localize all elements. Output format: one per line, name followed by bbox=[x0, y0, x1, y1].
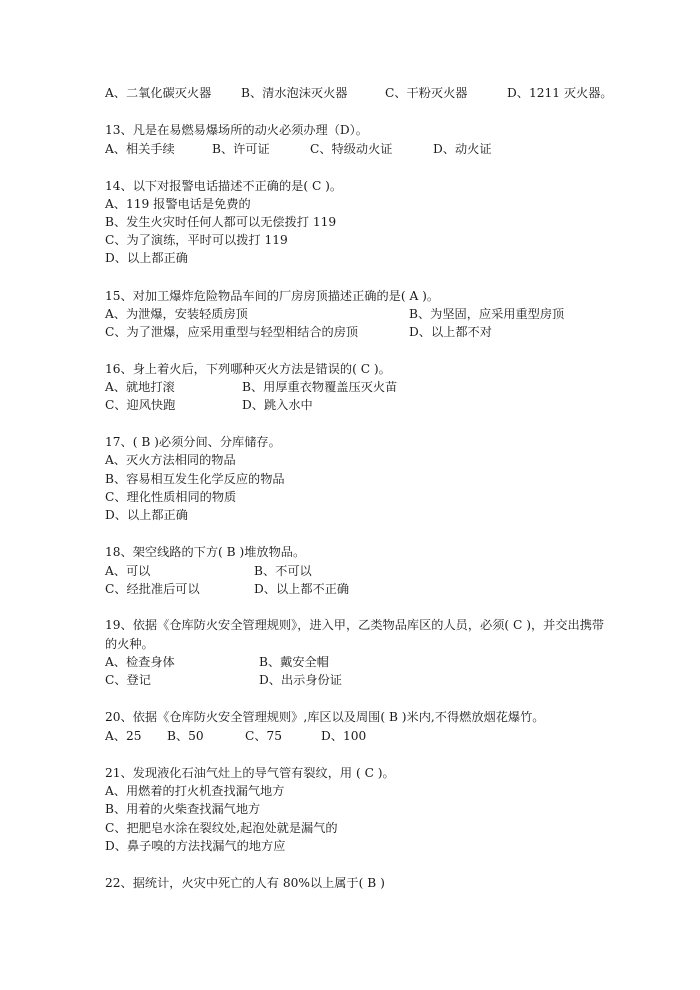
option-b: B、为坚固，应采用重型房顶 bbox=[409, 307, 565, 321]
option-b: B、用厚重衣物覆盖压灭火苗 bbox=[242, 380, 398, 394]
question-stem: 16、身上着火后，下列哪种灭火方法是错误的( C )。 bbox=[105, 362, 391, 376]
option-d: D、以上都不对 bbox=[409, 325, 492, 339]
option-a: A、相关手续 bbox=[105, 142, 175, 156]
option-b: B、用着的火柴查找漏气地方 bbox=[105, 802, 261, 816]
option-c: C、迎风快跑 bbox=[105, 398, 176, 412]
question-stem: 19、依据《仓库防火安全管理规则》，进入甲，乙类物品库区的人员，必须( C )，并交出携带的火种。 bbox=[105, 618, 605, 651]
option-d: D、以上都不正确 bbox=[254, 582, 350, 596]
option-a: A、可以 bbox=[105, 564, 151, 578]
option-a: A、为泄爆，安装轻质房顶 bbox=[105, 307, 248, 321]
option-d: D、出示身份证 bbox=[259, 673, 342, 687]
option-a: A、25 bbox=[105, 729, 142, 743]
option-a: A、就地打滚 bbox=[105, 380, 175, 394]
option-b: B、容易相互发生化学反应的物品 bbox=[105, 472, 285, 486]
question-stem: 18、架空线路的下方( B )堆放物品。 bbox=[105, 545, 306, 559]
option-c: C、75 bbox=[245, 729, 283, 743]
option-b: B、50 bbox=[167, 729, 204, 743]
question-stem: 22、据统计，火灾中死亡的人有 80%以上属于( B ) bbox=[105, 876, 385, 890]
option-c: C、理化性质相同的物质 bbox=[105, 490, 237, 504]
option-b: B、许可证 bbox=[212, 142, 270, 156]
option-c: C、为了演练，平时可以拨打 119 bbox=[105, 233, 288, 247]
question-stem: 21、发现液化石油气灶上的导气管有裂纹，用 ( C )。 bbox=[105, 766, 395, 780]
option-a: A、用燃着的打火机查找漏气地方 bbox=[105, 784, 285, 798]
option-b: B、戴安全帽 bbox=[259, 655, 329, 669]
q12-option-b: B、清水泡沫灭火器 bbox=[241, 86, 348, 100]
option-d: D、以上都正确 bbox=[105, 251, 188, 265]
option-c: C、登记 bbox=[105, 673, 151, 687]
option-d: D、动火证 bbox=[433, 142, 492, 156]
question-stem: 13、凡是在易燃易爆场所的动火必须办理（D）。 bbox=[105, 123, 368, 137]
option-c: C、把肥皂水涂在裂纹处,起泡处就是漏气的 bbox=[105, 821, 338, 835]
q12-option-a: A、二氧化碳灭火器 bbox=[105, 86, 212, 100]
option-c: C、为了泄爆，应采用重型与轻型相结合的房顶 bbox=[105, 325, 359, 339]
option-c: C、经批准后可以 bbox=[105, 582, 200, 596]
q12-option-c: C、干粉灭火器 bbox=[385, 86, 468, 100]
option-a: A、灭火方法相同的物品 bbox=[105, 453, 236, 467]
question-stem: 14、以下对报警电话描述不正确的是( C )。 bbox=[105, 179, 343, 193]
option-a: A、检查身体 bbox=[105, 655, 175, 669]
option-a: A、119 报警电话是免费的 bbox=[105, 197, 251, 211]
question-stem: 17、( B )必须分间、分库储存。 bbox=[105, 435, 281, 449]
option-d: D、100 bbox=[321, 729, 367, 743]
option-d: D、以上都正确 bbox=[105, 508, 188, 522]
option-d: D、跳入水中 bbox=[242, 398, 313, 412]
q12-option-d: D、1211 灭火器。 bbox=[507, 86, 613, 100]
option-c: C、特级动火证 bbox=[310, 142, 393, 156]
option-b: B、不可以 bbox=[254, 564, 312, 578]
option-d: D、鼻子嗅的方法找漏气的地方应 bbox=[105, 839, 286, 853]
option-b: B、发生火灾时任何人都可以无偿拨打 119 bbox=[105, 215, 337, 229]
question-stem: 15、对加工爆炸危险物品车间的厂房房顶描述正确的是( A )。 bbox=[105, 289, 440, 303]
question-stem: 20、依据《仓库防火安全管理规则》,库区以及周围( B )米内,不得燃放烟花爆竹。 bbox=[105, 710, 545, 724]
